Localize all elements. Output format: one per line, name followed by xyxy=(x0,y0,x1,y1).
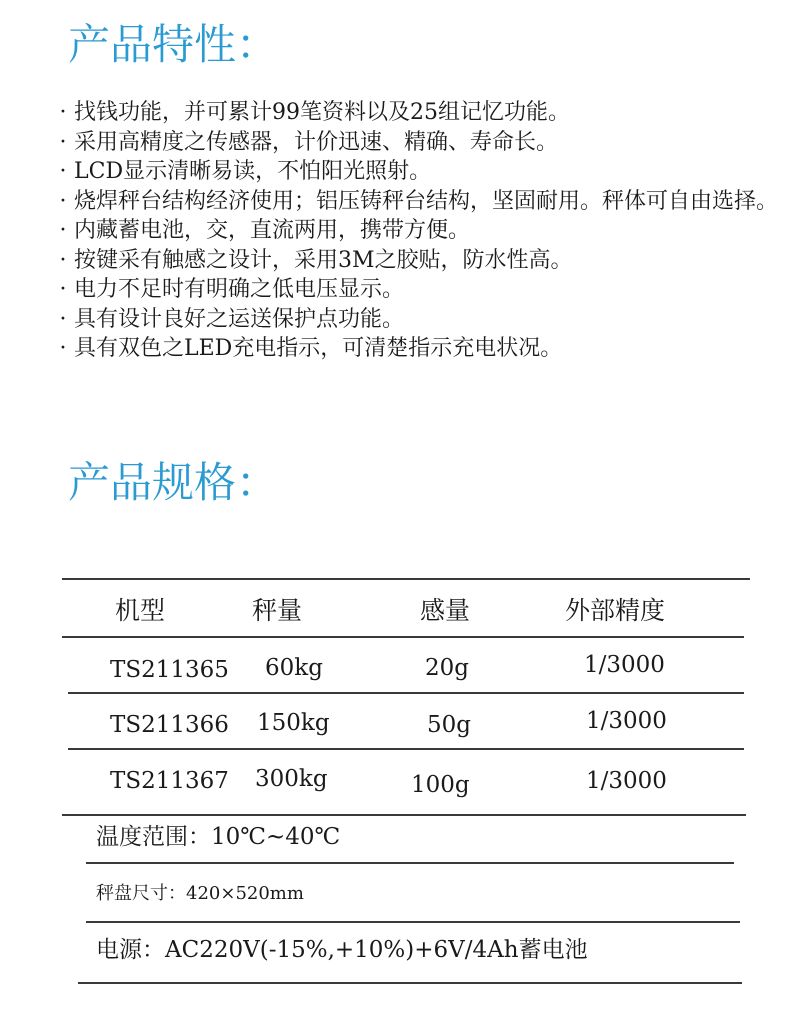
feature-text: 电力不足时有明确之低电压显示。 xyxy=(74,277,405,302)
bullet: · xyxy=(59,306,67,332)
bullet: · xyxy=(59,188,67,214)
section-rule xyxy=(78,982,742,984)
cell-capacity: 150kg xyxy=(257,710,330,736)
list-item xyxy=(52,98,792,128)
power-supply: 电源：AC220V(-15%,+10%)+6V/4Ah蓄电池 xyxy=(96,937,588,963)
bullet: · xyxy=(59,218,67,243)
features-list xyxy=(52,98,792,364)
bullet: · xyxy=(59,247,67,273)
cell-division: 100g xyxy=(411,772,470,798)
table-rule xyxy=(68,692,744,694)
header-division: 感量 xyxy=(420,596,471,625)
table-top-rule xyxy=(62,578,750,580)
cell-accuracy: 1/3000 xyxy=(586,708,667,734)
feature-text: 具有双色之LED充电指示，可清楚指示充电状况。 xyxy=(74,336,563,361)
list-item xyxy=(52,216,792,246)
list-item xyxy=(52,246,792,276)
pan-size: 秤盘尺寸：420×520mm xyxy=(96,883,304,904)
header-model: 机型 xyxy=(115,596,166,625)
feature-text: 采用高精度之传感器，计价迅速、精确、寿命长。 xyxy=(74,129,559,155)
cell-model: TS211366 xyxy=(110,712,229,738)
feature-text: LCD显示清晰易读，不怕阳光照射。 xyxy=(74,159,432,184)
bullet: · xyxy=(59,129,67,155)
table-rule xyxy=(62,636,744,638)
feature-text: 按键采有触感之设计，采用3M之胶贴，防水性高。 xyxy=(74,247,573,273)
temperature-range: 温度范围：10℃~40℃ xyxy=(96,824,341,850)
header-accuracy: 外部精度 xyxy=(565,596,666,625)
section-rule xyxy=(86,862,734,864)
bullet: · xyxy=(59,159,67,184)
cell-division: 50g xyxy=(427,712,471,738)
cell-model: TS211365 xyxy=(110,657,229,683)
list-item xyxy=(52,187,792,217)
specs-heading: 产品规格： xyxy=(68,458,279,507)
bullet: · xyxy=(59,336,67,361)
feature-text: 烧焊秤台结构经济使用；铝压铸秤台结构，坚固耐用。秤体可自由选择。 xyxy=(74,188,779,214)
list-item xyxy=(52,128,792,158)
cell-accuracy: 1/3000 xyxy=(584,652,665,678)
features-heading: 产品特性： xyxy=(68,20,279,69)
list-item xyxy=(52,305,792,335)
bullet: · xyxy=(59,277,67,302)
section-rule xyxy=(86,921,740,923)
table-rule xyxy=(68,748,744,750)
feature-text: 内藏蓄电池，交，直流两用，携带方便。 xyxy=(74,218,471,243)
cell-capacity: 60kg xyxy=(265,655,323,681)
header-capacity: 秤量 xyxy=(252,596,303,625)
list-item xyxy=(52,334,792,364)
bullet: · xyxy=(59,100,67,125)
list-item xyxy=(52,275,792,305)
cell-division: 20g xyxy=(425,655,469,681)
cell-capacity: 300kg xyxy=(255,766,328,792)
list-item xyxy=(52,157,792,187)
table-rule xyxy=(62,814,746,816)
feature-text: 找钱功能，并可累计99笔资料以及25组记忆功能。 xyxy=(74,100,570,125)
cell-accuracy: 1/3000 xyxy=(586,768,667,794)
feature-text: 具有设计良好之运送保护点功能。 xyxy=(74,306,405,332)
cell-model: TS211367 xyxy=(110,768,229,794)
